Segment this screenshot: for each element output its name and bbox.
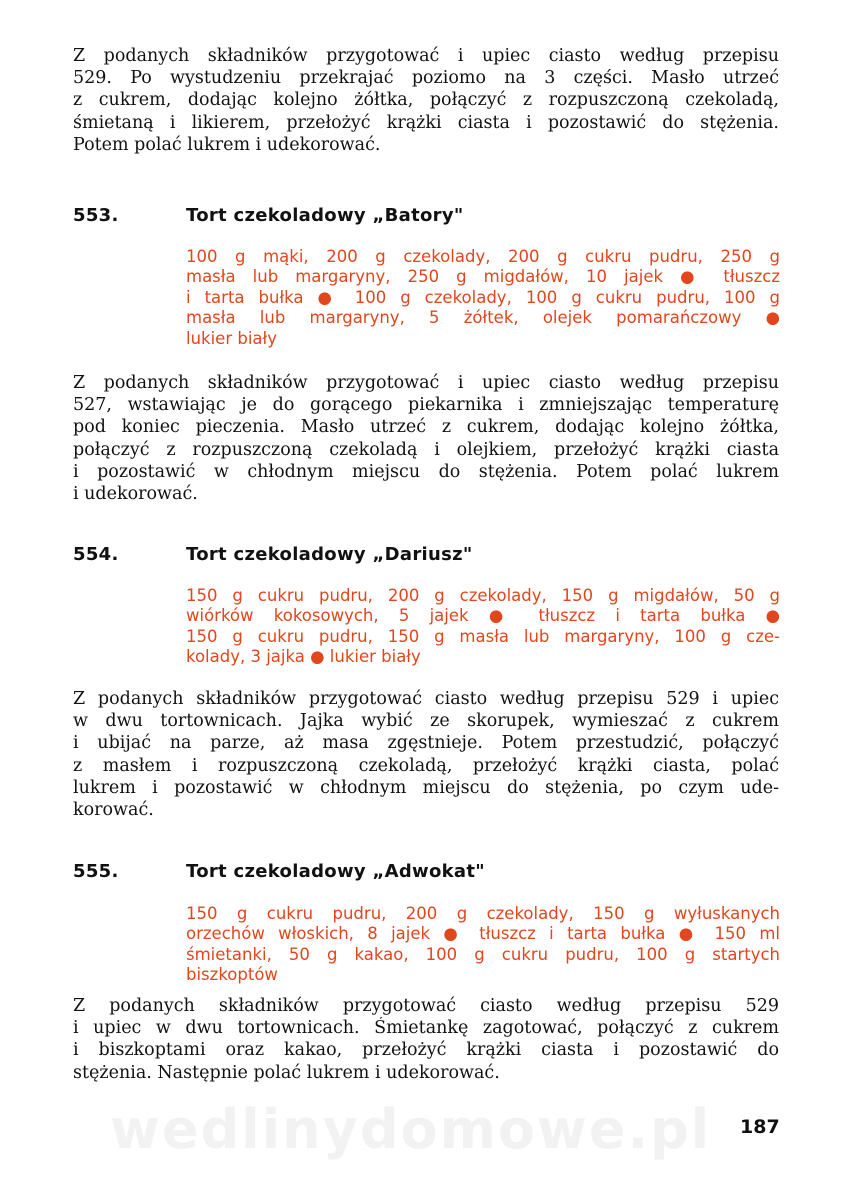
ingredient-line: 100 g mąki, 200 g czekolady, 200 g cukru pudru, 250 g (186, 247, 780, 266)
recipe-instructions (73, 688, 779, 821)
text-line: pod koniec pieczenia. Masło utrzeć z cukrem, dodając kolejno żółtka, (73, 417, 779, 438)
text-line: Z podanych składników przygotować i upiec ciasto według przepisu (73, 46, 779, 66)
ingredient-line: 150 g cukru pudru, 200 g czekolady, 150 g migdałów, 50 g (186, 586, 780, 605)
ingredient-line: wiórków kokosowych, 5 jajek ● tłuszcz i tarta bułka ● (186, 606, 780, 626)
ingredient-line: i tarta bułka ● 100 g czekolady, 100 g cukru pudru, 100 g (186, 287, 780, 307)
text-line: i ubijać na parze, aż masa zgęstnieje. Potem przestudzić, połączyć (73, 733, 779, 754)
text-line: z masłem i rozpuszczoną czekoladą, przełożyć krążki ciasta, polać (73, 755, 779, 776)
ingredient-line: biszkoptów (186, 965, 278, 985)
recipe-title: Tort czekoladowy „Dariusz" (186, 544, 473, 565)
ingredient-line: orzechów włoskich, 8 jajek ● tłuszcz i tarta bułka ● 150 ml (186, 924, 780, 944)
text-line: 527, wstawiając je do gorącego piekarnika i zmniejszając temperaturę (73, 395, 779, 416)
ingredient-line: 150 g cukru pudru, 200 g czekolady, 150 g wyłuskanych (186, 904, 780, 923)
recipe-instructions (73, 995, 779, 1084)
text-line: z cukrem, dodając kolejno żółtka, połączyć z rozpuszczoną czekoladą, (73, 90, 779, 111)
text-line: i biszkoptami oraz kakao, przełożyć krążki ciasta i pozostawić do (73, 1040, 779, 1061)
recipe-ingredients (186, 586, 780, 668)
ingredient-line: lukier biały (186, 328, 277, 348)
recipe-ingredients (186, 904, 780, 986)
text-line: Z podanych składników przygotować ciasto według przepisu 529 (73, 996, 779, 1016)
text-line: Potem polać lukrem i udekorować. (73, 134, 381, 155)
text-line: korować. (73, 800, 154, 821)
text-line: i udekorować. (73, 484, 198, 505)
text-line: Z podanych składników przygotować i upiec ciasto według przepisu (73, 373, 779, 393)
ingredient-line: kolady, 3 jajka ● lukier biały (186, 647, 421, 667)
ingredient-line: masła lub margaryny, 250 g migdałów, 10 jajek ● tłuszcz (186, 267, 780, 287)
recipe-number: 553. (73, 205, 119, 226)
text-line: w dwu tortownicach. Jajka wybić ze skorupek, wymieszać z cukrem (73, 711, 779, 732)
recipe-instructions (73, 372, 779, 505)
recipe-title: Tort czekoladowy „Batory" (186, 205, 464, 226)
text-line: i pozostawić w chłodnym miejscu do stężenia. Potem polać lukrem (73, 461, 779, 482)
ingredient-line: masła lub margaryny, 5 żółtek, olejek pomarańczowy ● (186, 308, 780, 328)
text-line: i upiec w dwu tortownicach. Śmietankę zagotować, połączyć z cukrem (73, 1018, 779, 1039)
intro-paragraph (73, 45, 779, 156)
page-number: 187 (740, 1116, 780, 1138)
text-line: połączyć z rozpuszczoną czekoladą i olejkiem, przełożyć krążki ciasta (73, 439, 779, 460)
watermark: wedlinydomowe.pl (110, 1098, 712, 1161)
recipe-number: 555. (73, 861, 119, 882)
text-line: 529. Po wystudzeniu przekrajać poziomo na 3 części. Masło utrzeć (73, 68, 779, 89)
ingredient-line: śmietanki, 50 g kakao, 100 g cukru pudru, 100 g startych (186, 944, 780, 964)
text-line: śmietaną i likierem, przełożyć krążki ciasta i pozostawić do stężenia. (73, 112, 779, 133)
ingredient-line: 150 g cukru pudru, 150 g masła lub margaryny, 100 g cze- (186, 626, 780, 646)
text-line: Z podanych składników przygotować ciasto według przepisu 529 i upiec (73, 689, 779, 709)
recipe-number: 554. (73, 544, 119, 565)
text-line: lukrem i pozostawić w chłodnym miejscu do stężenia, po czym ude- (73, 777, 779, 798)
recipe-title: Tort czekoladowy „Adwokat" (186, 861, 485, 882)
recipe-ingredients (186, 247, 780, 349)
text-line: stężenia. Następnie polać lukrem i udekorować. (73, 1062, 500, 1083)
